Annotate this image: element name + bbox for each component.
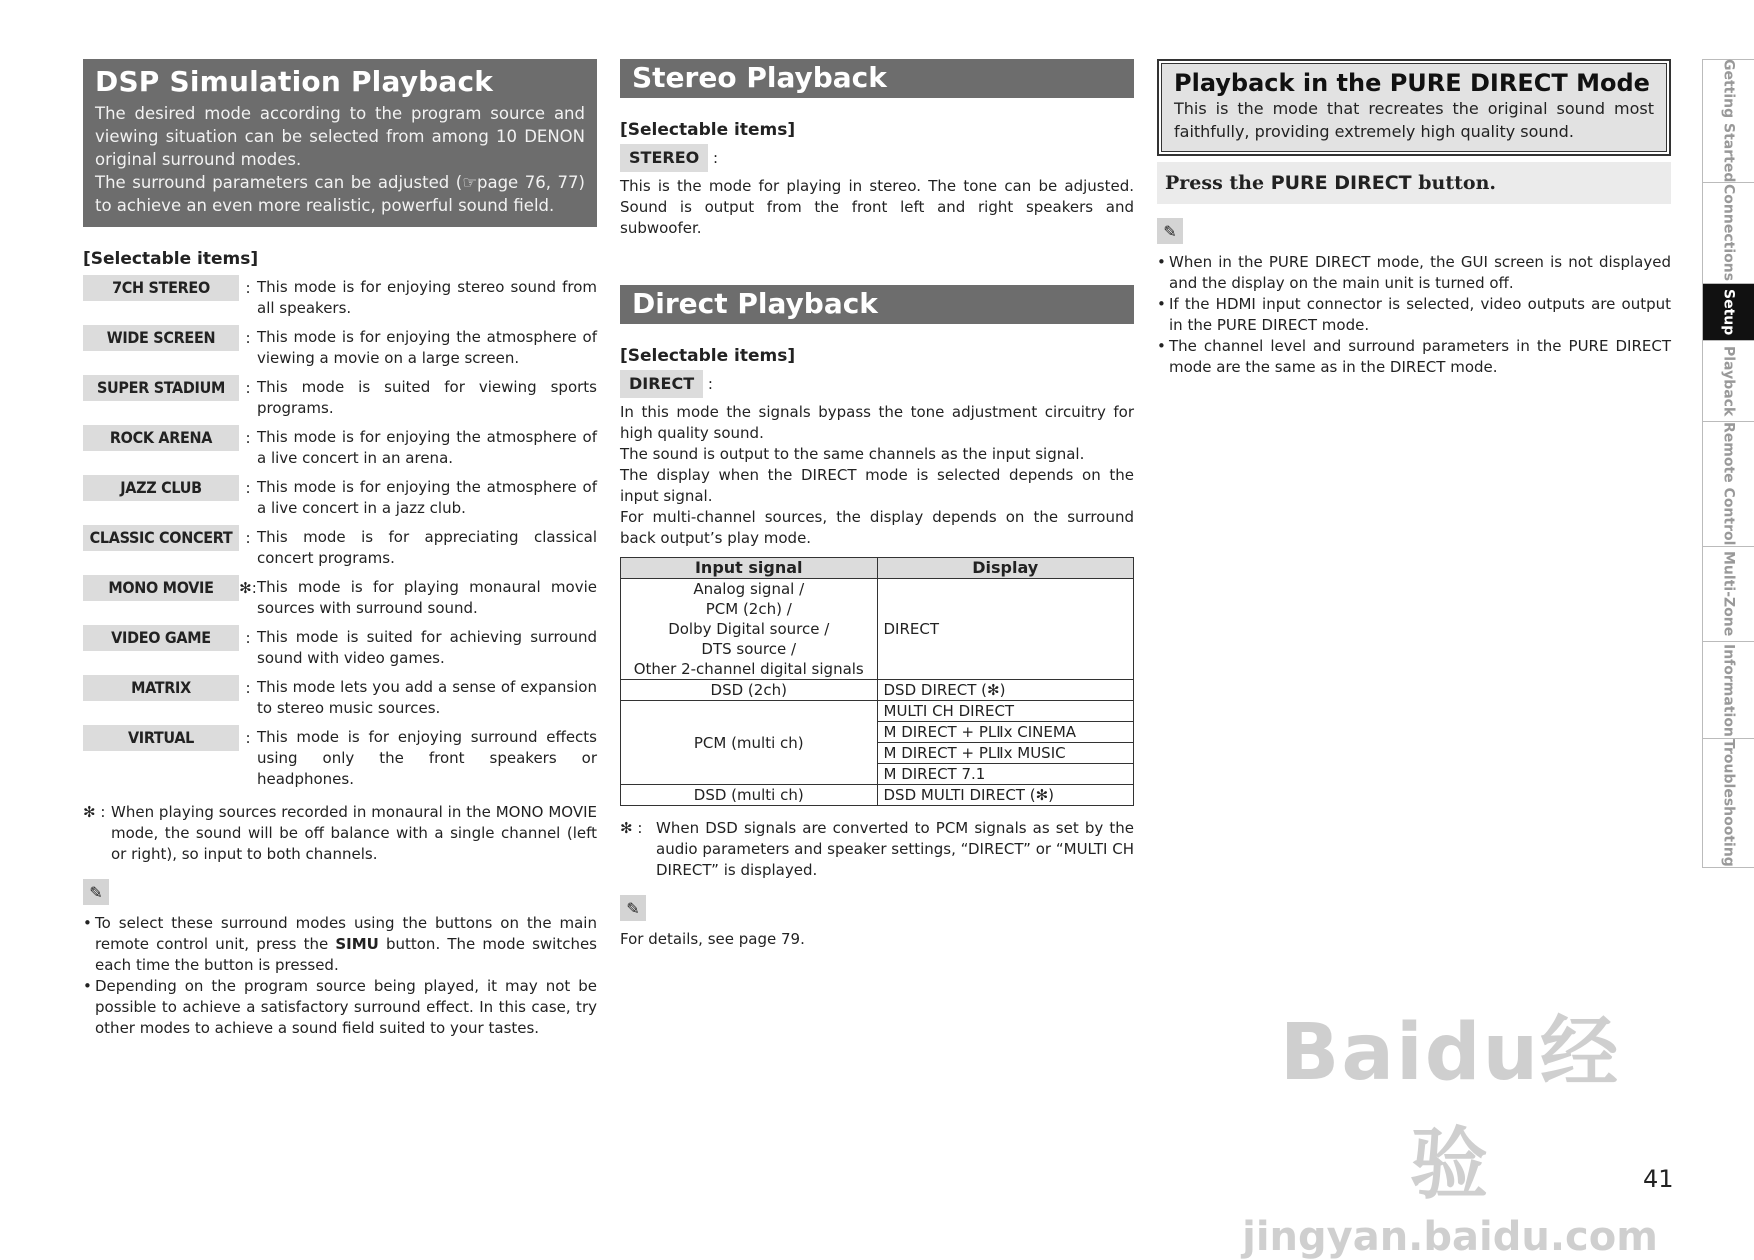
tab-connections[interactable] xyxy=(1702,183,1754,284)
mode-row xyxy=(83,325,597,369)
direct-selectable-heading: [Selectable items] xyxy=(620,346,796,366)
dsp-column xyxy=(83,59,597,1039)
table-row xyxy=(621,579,1134,680)
table-row xyxy=(621,680,1134,701)
dsp-intro-2a: The surround parameters can be adjusted ( xyxy=(95,173,463,192)
stereo-desc: This is the mode for playing in stereo. The tone can be adjusted. Sound is output from the front left and right speakers and subwoofer. xyxy=(620,177,1134,237)
mode-label: MONO MOVIE xyxy=(83,575,239,601)
pencil-icon: ✎ xyxy=(83,879,109,905)
cell-line: Analog signal / xyxy=(693,580,805,598)
footnote-text: When playing sources recorded in monaural in the MONO MOVIE mode, the sound will be off balance with a single channel (left or right), so input to both channels. xyxy=(111,803,597,863)
mode-label: WIDE SCREEN xyxy=(83,325,239,351)
table-cell: M DIRECT 7.1 xyxy=(877,764,1134,785)
tab-label: Multi-Zone xyxy=(1720,551,1737,637)
mode-colon: : xyxy=(245,629,251,647)
table-cell: DSD (2ch) xyxy=(621,680,878,701)
mode-description: This mode is suited for viewing sports programs. xyxy=(257,378,597,417)
pure-direct-title: Playback in the PURE DIRECT Mode xyxy=(1174,69,1650,97)
tab-troubleshooting[interactable] xyxy=(1702,739,1754,868)
mode-colon: : xyxy=(245,479,251,497)
pure-direct-inner xyxy=(1161,63,1667,152)
mode-description: This mode is suited for achieving surround sound with video games. xyxy=(257,628,597,667)
stereo-direct-column xyxy=(620,59,1134,950)
note-item xyxy=(83,913,597,976)
dsp-notes xyxy=(83,913,597,1039)
press-instruction xyxy=(1157,162,1671,204)
mode-description: This mode is for enjoying stereo sound from all speakers. xyxy=(257,278,597,317)
table-cell xyxy=(621,579,878,680)
mode-colon: : xyxy=(245,729,251,747)
pencil-icon: ✎ xyxy=(1157,218,1183,244)
note-item: • When in the PURE DIRECT mode, the GUI screen is not displayed and the display on the main unit is turned off. xyxy=(1157,252,1671,294)
tab-label: Remote Control xyxy=(1720,422,1737,546)
direct-p3: The display when the DIRECT mode is selected depends on the input signal. xyxy=(620,466,1134,505)
table-cell: DSD DIRECT (✻) xyxy=(877,680,1134,701)
mode-row xyxy=(83,575,597,619)
tab-label: Troubleshooting xyxy=(1720,739,1737,867)
pure-direct-column xyxy=(1157,59,1671,378)
pure-direct-button-ref: PURE DIRECT xyxy=(1270,172,1412,194)
mode-colon: : xyxy=(245,279,251,297)
table-cell: DIRECT xyxy=(877,579,1134,680)
baidu-watermark xyxy=(1240,990,1660,1260)
mode-colon: : xyxy=(245,679,251,697)
table-header: Display xyxy=(877,558,1134,579)
footnote-text: When DSD signals are converted to PCM signals as set by the audio parameters and speaker settings, “DIRECT” or “MULTI CH DIRECT” is displayed. xyxy=(656,819,1134,879)
mode-colon: : xyxy=(245,379,251,397)
direct-p4: For multi-channel sources, the display depends on the surround back output’s play mode. xyxy=(620,508,1134,547)
cell-line: DTS source / xyxy=(701,640,797,658)
note-item: • The channel level and surround parameters in the PURE DIRECT mode are the same as in the DIRECT mode. xyxy=(1157,336,1671,378)
note-item: • Depending on the program source being played, it may not be possible to achieve a satisfactory surround effect. In this case, try other modes to achieve a sound field suited to your tastes. xyxy=(83,976,597,1039)
mode-label: 7CH STEREO xyxy=(83,275,239,301)
pure-notes xyxy=(1157,252,1671,378)
mode-row xyxy=(83,375,597,419)
asterisk-mark: ✻ xyxy=(239,579,252,597)
mode-row xyxy=(83,525,597,569)
mode-row xyxy=(83,725,597,790)
note-text: To select these surround modes using the buttons on the main remote control unit, press the xyxy=(95,914,597,953)
dsp-selectable-heading: [Selectable items] xyxy=(83,249,259,269)
mode-colon: ✻: xyxy=(239,579,257,597)
mode-description: This mode is for enjoying the atmosphere of viewing a movie on a large screen. xyxy=(257,328,597,367)
dsp-mode-list xyxy=(83,275,597,790)
table-row xyxy=(621,785,1134,806)
table-cell: PCM (multi ch) xyxy=(621,701,878,785)
page-number: 41 xyxy=(1643,1165,1674,1193)
note-item: • If the HDMI input connector is selected, video outputs are output in the PURE DIRECT mode. xyxy=(1157,294,1671,336)
cell-line: Other 2-channel digital signals xyxy=(633,660,864,678)
table-header: Input signal xyxy=(621,558,878,579)
mode-row xyxy=(83,625,597,669)
mode-label: SUPER STADIUM xyxy=(83,375,239,401)
mode-row xyxy=(83,425,597,469)
direct-label: DIRECT xyxy=(620,370,703,398)
watermark-line2: jingyan.baidu.com xyxy=(1242,1214,1658,1260)
direct-mode-row xyxy=(620,370,1134,398)
direct-desc xyxy=(620,402,1134,549)
dsp-title: DSP Simulation Playback xyxy=(95,65,494,98)
tab-playback[interactable] xyxy=(1702,341,1754,422)
mode-colon: : xyxy=(245,429,251,447)
mode-description: This mode is for enjoying surround effects using only the front speakers or headphones. xyxy=(257,728,597,788)
table-cell: DSD (multi ch) xyxy=(621,785,878,806)
pure-direct-desc: This is the mode that recreates the original sound most faithfully, providing extremely high quality sound. xyxy=(1174,99,1654,141)
table-cell: M DIRECT + PLⅡx MUSIC xyxy=(877,743,1134,764)
direct-footnote xyxy=(620,818,1134,881)
tab-label: Setup xyxy=(1720,288,1737,336)
direct-note: For details, see page 79. xyxy=(620,930,805,948)
mode-label: MATRIX xyxy=(83,675,239,701)
tab-setup[interactable] xyxy=(1702,284,1754,341)
mode-description: This mode is for enjoying the atmosphere of a live concert in an arena. xyxy=(257,428,597,467)
mode-description: This mode is for enjoying the atmosphere of a live concert in a jazz club. xyxy=(257,478,597,517)
simu-button-ref: SIMU xyxy=(335,935,379,953)
footnote-mark: ✻ : xyxy=(620,819,643,837)
press-text: Press the xyxy=(1165,172,1271,194)
mode-row xyxy=(83,275,597,319)
dsp-intro xyxy=(95,102,585,217)
dsp-intro-2b: page 76, 77) to achieve an even more realistic, powerful sound field. xyxy=(95,173,585,215)
table-cell: DSD MULTI DIRECT (✻) xyxy=(877,785,1134,806)
dsp-intro-1: The desired mode according to the program source and viewing situation can be selected from among 10 DENON original surround modes. xyxy=(95,104,585,169)
mode-label: JAZZ CLUB xyxy=(83,475,239,501)
table-row xyxy=(621,701,1134,722)
stereo-mode-row xyxy=(620,144,1134,172)
direct-p2: The sound is output to the same channels as the input signal. xyxy=(620,445,1085,463)
mode-colon: : xyxy=(245,529,251,547)
mode-label: ROCK ARENA xyxy=(83,425,239,451)
tab-label: Getting Started xyxy=(1720,59,1737,183)
mode-description: This mode is for playing monaural movie sources with surround sound. xyxy=(257,578,597,617)
direct-signal-table xyxy=(620,557,1134,806)
mode-label: CLASSIC CONCERT xyxy=(83,525,239,551)
mode-row xyxy=(83,675,597,719)
stereo-label: STEREO xyxy=(620,144,708,172)
table-cell: M DIRECT + PLⅡx CINEMA xyxy=(877,722,1134,743)
pencil-icon: ✎ xyxy=(620,895,646,921)
note-text: button. The mode switches each time the button is pressed. xyxy=(95,935,597,974)
tab-label: Connections xyxy=(1720,184,1737,282)
tab-remote-control[interactable] xyxy=(1702,422,1754,547)
mode-label: VIDEO GAME xyxy=(83,625,239,651)
section-tabs xyxy=(1702,59,1754,868)
mode-row xyxy=(83,475,597,519)
mode-label: VIRTUAL xyxy=(83,725,239,751)
watermark-line1: Baidu经验 xyxy=(1279,1008,1621,1210)
dsp-header-box xyxy=(83,59,597,227)
stereo-selectable-heading: [Selectable items] xyxy=(620,120,796,140)
colon: : xyxy=(707,375,713,393)
tab-getting-started[interactable] xyxy=(1702,59,1754,183)
dsp-footnote xyxy=(83,802,597,865)
press-text: button. xyxy=(1411,172,1496,194)
mode-description: This mode lets you add a sense of expansion to stereo music sources. xyxy=(257,678,597,717)
cell-line: PCM (2ch) / xyxy=(705,600,792,618)
mode-colon: : xyxy=(245,329,251,347)
footnote-mark: ✻ : xyxy=(83,803,106,821)
direct-p1: In this mode the signals bypass the tone adjustment circuitry for high quality sound. xyxy=(620,403,1134,442)
stereo-title: Stereo Playback xyxy=(620,59,1134,98)
reference-hand-icon: ☞ xyxy=(462,173,477,192)
pure-direct-box xyxy=(1157,59,1671,156)
cell-line: Dolby Digital source / xyxy=(668,620,830,638)
tab-label: Information xyxy=(1720,643,1737,737)
tab-multi-zone[interactable] xyxy=(1702,547,1754,642)
tab-information[interactable] xyxy=(1702,642,1754,739)
mode-description: This mode is for appreciating classical concert programs. xyxy=(257,528,597,567)
direct-title: Direct Playback xyxy=(620,285,1134,324)
colon: : xyxy=(713,149,719,167)
table-header-row xyxy=(621,558,1134,579)
table-cell: MULTI CH DIRECT xyxy=(877,701,1134,722)
tab-label: Playback xyxy=(1720,345,1737,417)
